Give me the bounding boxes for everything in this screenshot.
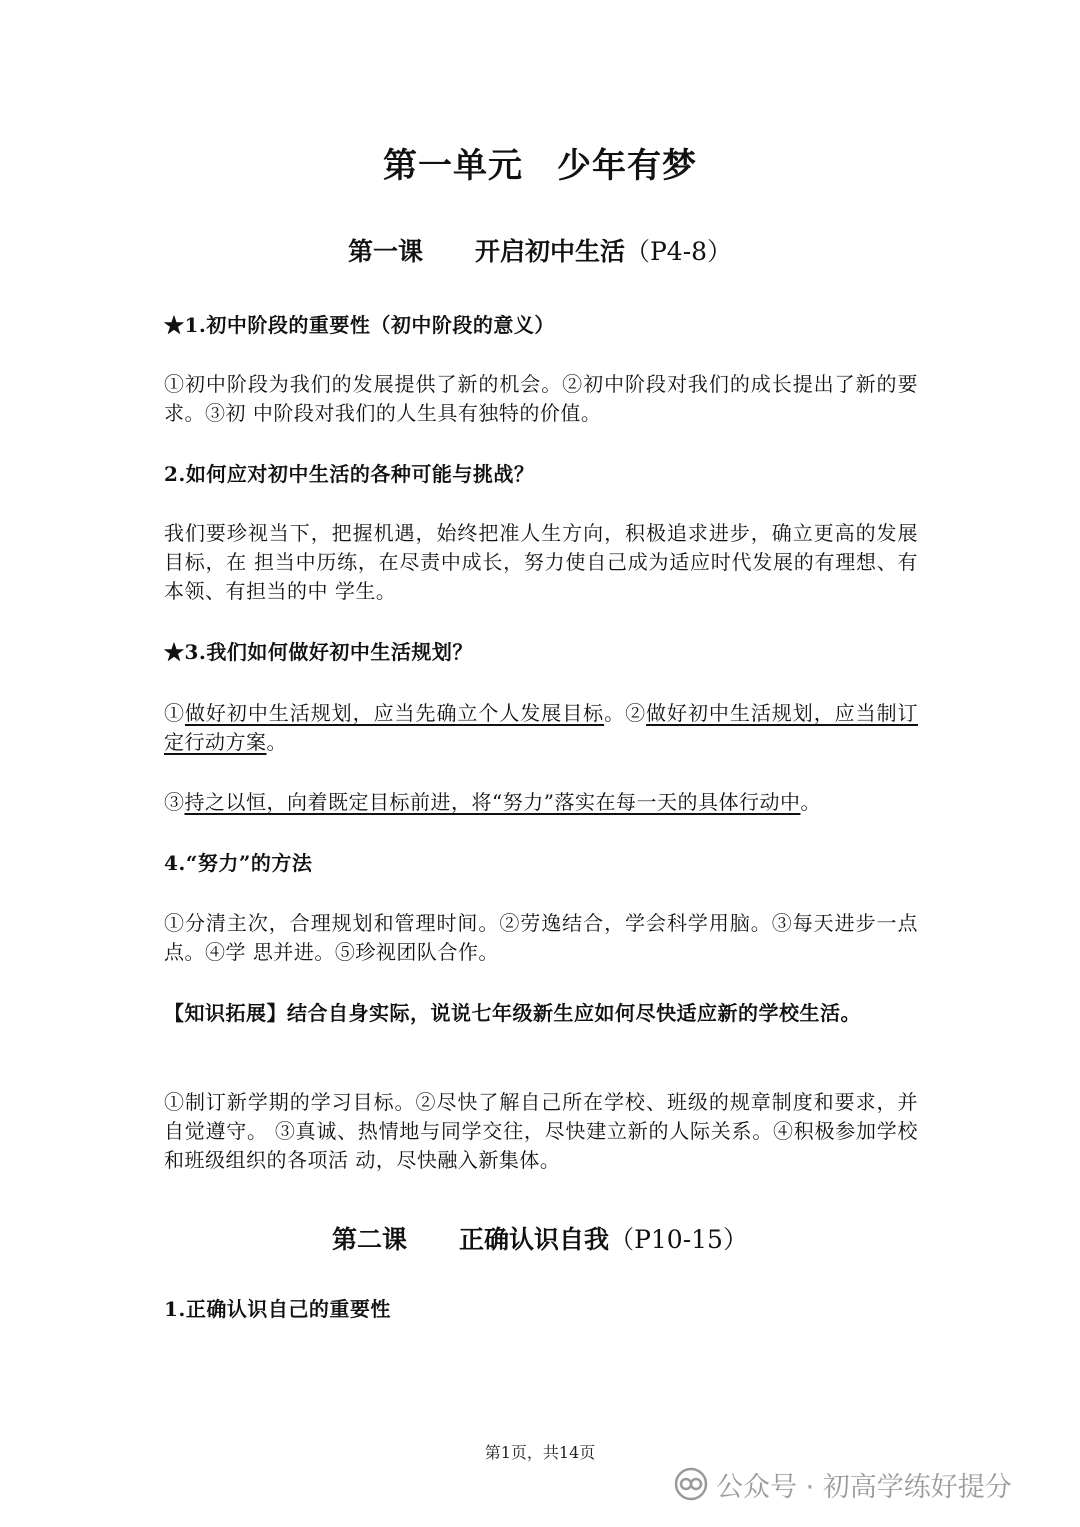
section-1-heading: ★1.初中阶段的重要性（初中阶段的意义） xyxy=(164,313,555,337)
underlined-point-1: 做好初中生活规划，应当先确立个人发展目标 xyxy=(184,701,605,725)
num-3: ③ xyxy=(164,790,185,814)
section-2-heading: 2.如何应对初中生活的各种可能与挑战？ xyxy=(164,462,535,486)
lesson-2-pages: （P10-15） xyxy=(609,1225,748,1254)
lesson-2-name: 正确认识自我 xyxy=(459,1225,610,1254)
lesson-2-number: 第二课 xyxy=(332,1225,408,1254)
section-2-body: 我们要珍视当下，把握机遇，始终把准人生方向，积极追求进步，确立更高的发展目标，在 担当中历练，在尽责中成长，努力使自己成为适应时代发展的有理想、有本领、有担当的中 学生。 xyxy=(164,521,918,603)
section-3-para-2 xyxy=(164,788,918,817)
lesson-2-title xyxy=(0,1220,1080,1256)
unit-number: 第一单元 xyxy=(383,146,523,186)
wechat-channel-icon xyxy=(674,1467,708,1501)
lesson-1-number: 第一课 xyxy=(347,237,423,266)
unit-title xyxy=(0,138,1080,187)
num-1: ① xyxy=(164,701,185,725)
lesson-1-pages: （P4-8） xyxy=(624,237,733,266)
section-3-para-1 xyxy=(164,699,918,757)
num-2: 。② xyxy=(604,701,647,725)
lesson-2-section-1-heading: 1.正确认识自己的重要性 xyxy=(164,1297,391,1321)
section-4-heading: 4.“努力”的方法 xyxy=(164,851,313,875)
lesson-1-title xyxy=(0,232,1080,268)
watermark-text: 公众号 · 初高学练好提分 xyxy=(716,1471,1012,1503)
section-3-heading: ★3.我们如何做好初中生活规划？ xyxy=(164,640,473,664)
section-1-body: ①初中阶段为我们的发展提供了新的机会。②初中阶段对我们的成长提出了新的要求。③初 中阶段对我们的人生具有独特的价值。 xyxy=(164,372,918,425)
page-number: 第1页，共14页 xyxy=(484,1443,596,1462)
underlined-point-3: 持之以恒，向着既定目标前进，将“努力”落实在每一天的具体行动中 xyxy=(184,790,801,814)
underlined-point-2: 做好初中生活规划，应当制订定行动方案 xyxy=(164,701,919,754)
wechat-watermark xyxy=(674,1464,1012,1504)
unit-name: 少年有梦 xyxy=(557,146,697,186)
period: 。 xyxy=(266,730,287,754)
knowledge-extension-body: ①制订新学期的学习目标。②尽快了解自己所在学校、班级的规章制度和要求，并自觉遵守。 ③真诚、热情地与同学交往，尽快建立新的人际关系。④积极参加学校和班级组织的各项活 动，尽快融入新集体。 xyxy=(164,1090,918,1172)
section-4-body: ①分清主次，合理规划和管理时间。②劳逸结合，学会科学用脑。③每天进步一点点。④学 思并进。⑤珍视团队合作。 xyxy=(164,911,918,964)
knowledge-extension-heading: 【知识拓展】结合自身实际，说说七年级新生应如何尽快适应新的学校生活。 xyxy=(164,1001,861,1025)
period: 。 xyxy=(800,790,821,814)
lesson-1-name: 开启初中生活 xyxy=(474,237,625,266)
